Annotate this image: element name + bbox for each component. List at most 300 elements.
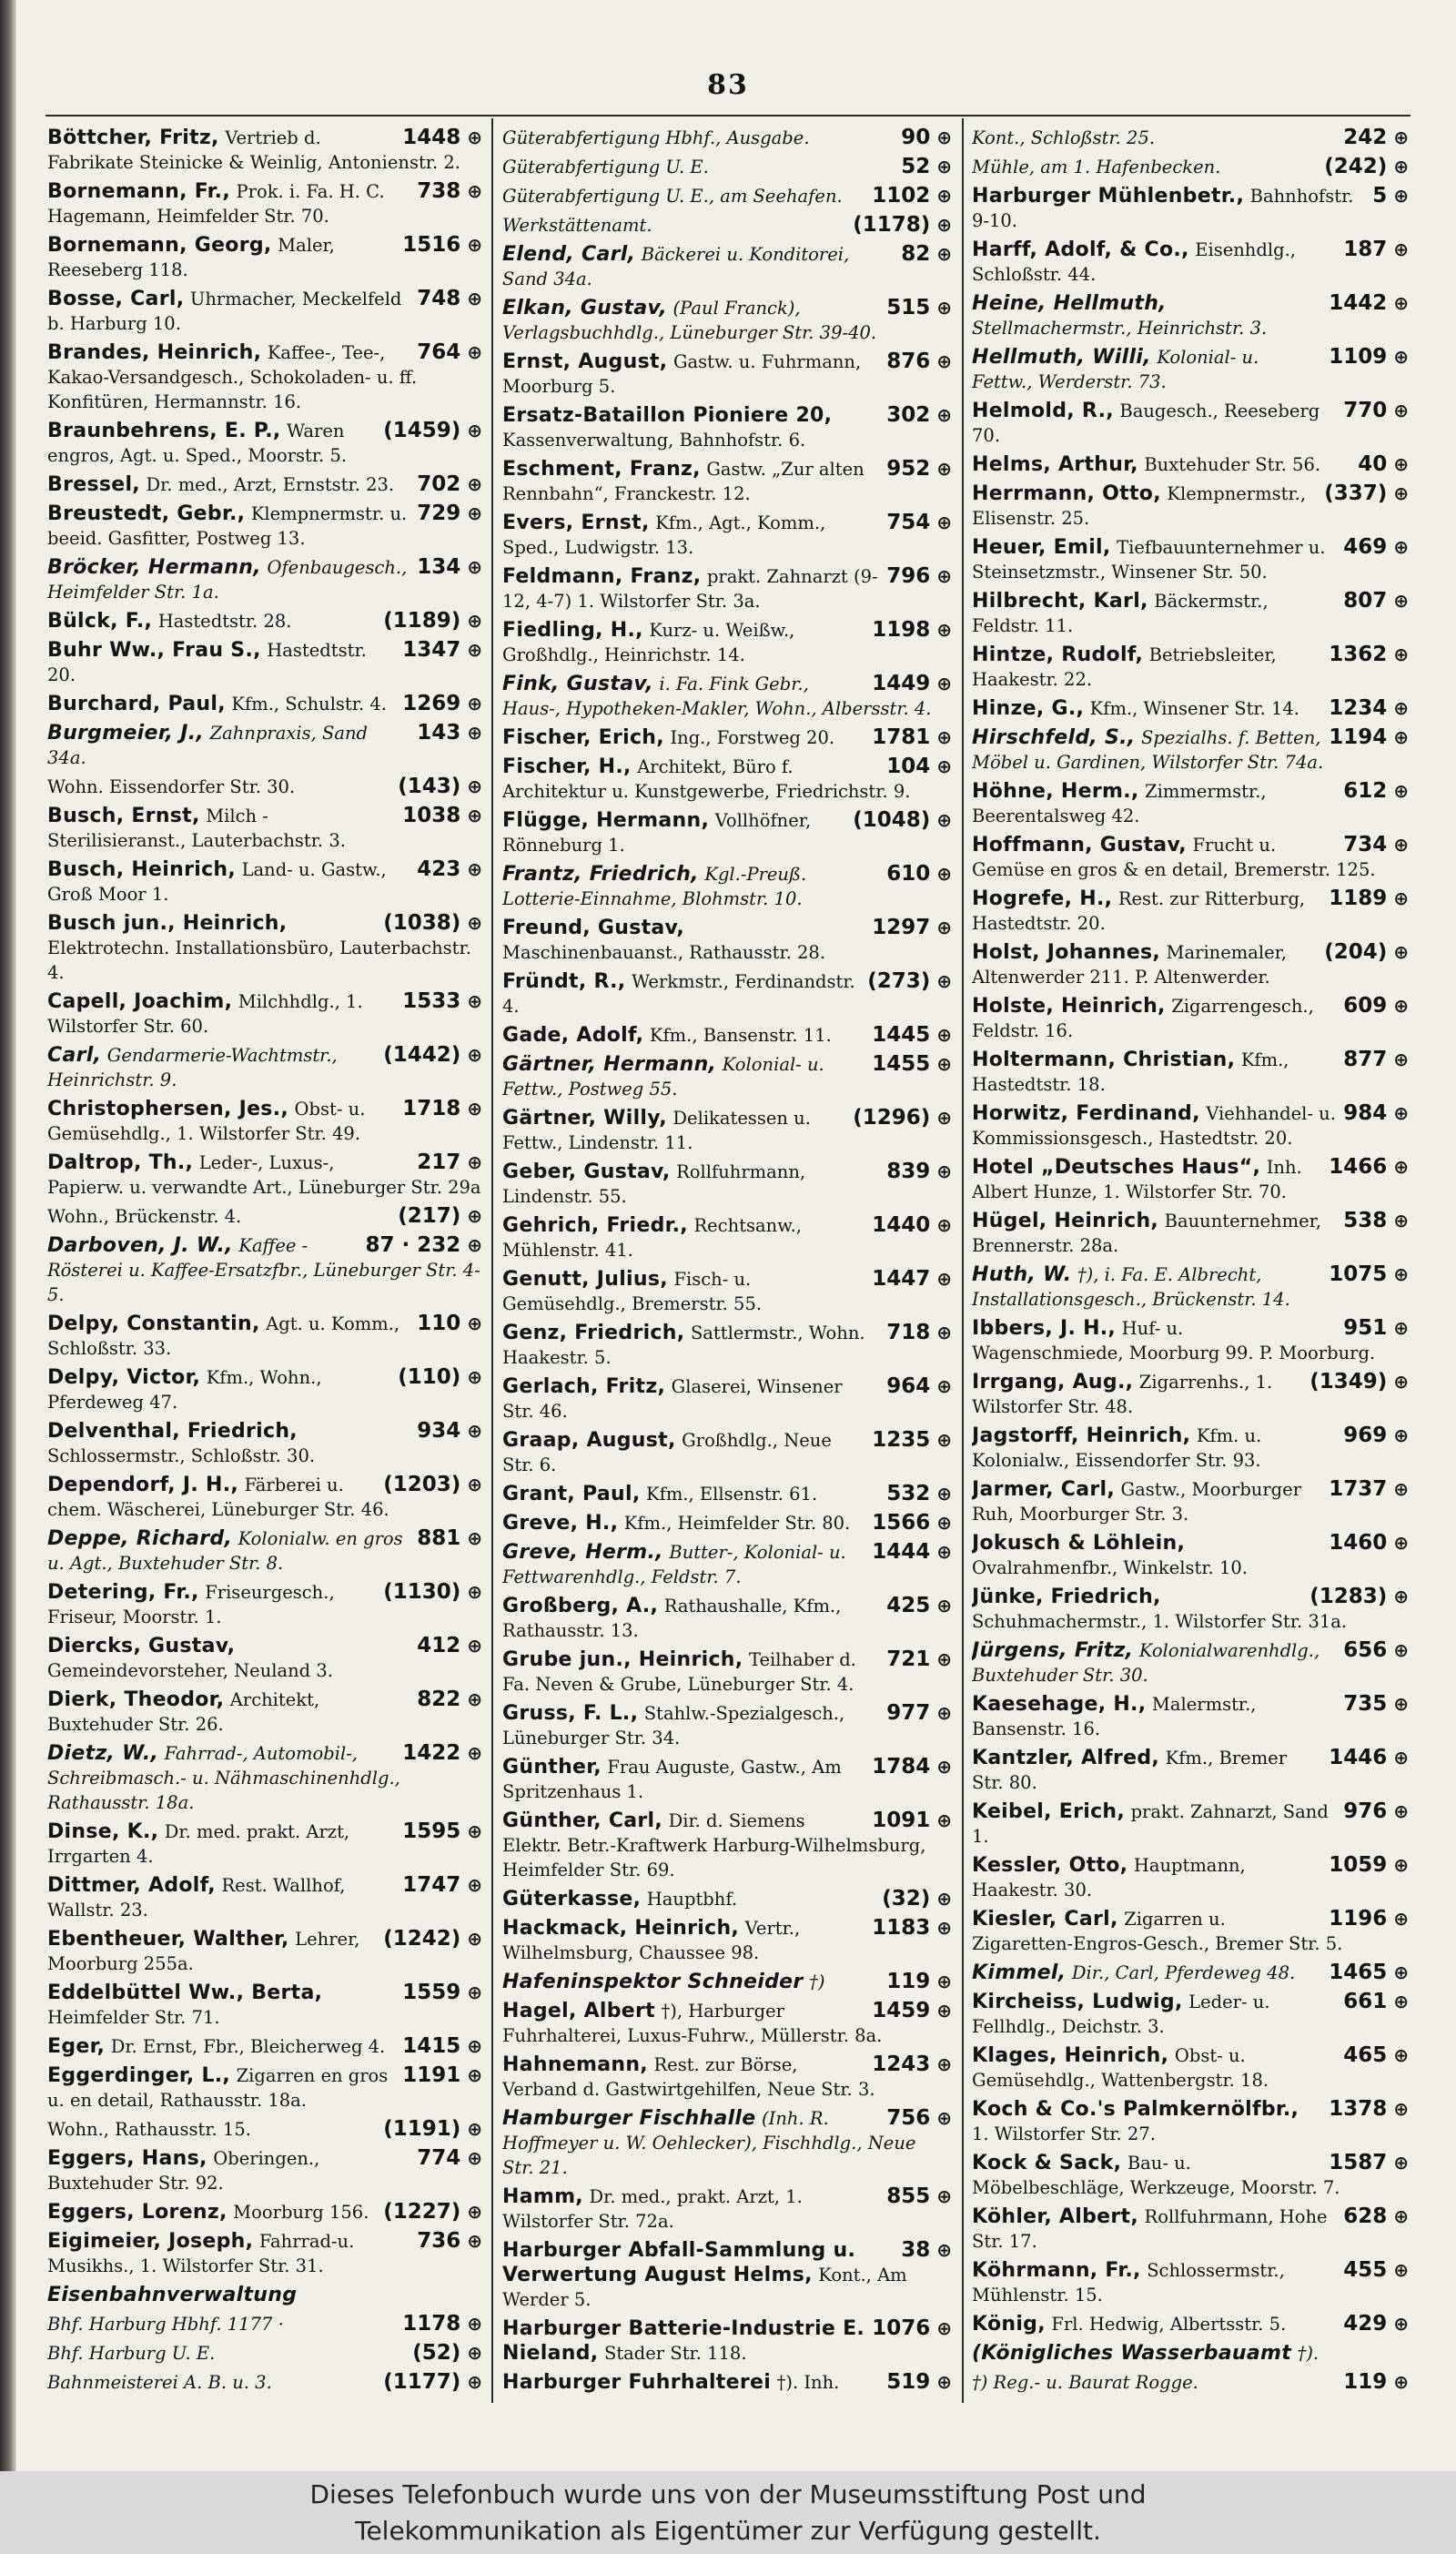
subscriber-name: Eggers, Lorenz, — [47, 2201, 228, 2224]
phone-number: 104 ⊕ — [886, 755, 952, 778]
subscriber-details: Viehhandel- u. Kommissionsgesch., Hastedtstr. 20. — [972, 1103, 1336, 1149]
subscriber-name: Fischer, Erich, — [502, 726, 664, 749]
directory-entry — [972, 1316, 1409, 1365]
subscriber-name: Köhrmann, Fr., — [972, 2259, 1141, 2282]
directory-entry — [47, 1473, 482, 1522]
subscriber-details: Zigarrengesch., Feldstr. 16. — [972, 996, 1314, 1041]
subscriber-name: Helmold, R., — [972, 400, 1114, 422]
directory-entry — [502, 2052, 952, 2102]
subscriber-details: Obst- u. Gemüsehdlg., 1. Wilstorfer Str. 49. — [47, 1099, 366, 1144]
directory-entry — [47, 2283, 482, 2307]
directory-entry — [972, 1477, 1409, 1526]
phone-number: 538 ⊕ — [1343, 1209, 1409, 1232]
directory-entry — [502, 1160, 952, 1209]
phone-number: 610 ⊕ — [886, 862, 952, 886]
directory-entry — [47, 233, 482, 282]
directory-entry — [502, 808, 952, 857]
subscriber-name: Holst, Johannes, — [972, 941, 1160, 964]
subscriber-details: Gendarmerie-Wachtmstr., Heinrichstr. 9. — [47, 1045, 338, 1090]
phone-number: 1194 ⊕ — [1329, 725, 1409, 749]
phone-number: 38 ⊕ — [901, 2238, 952, 2262]
phone-number: 1737 ⊕ — [1329, 1477, 1409, 1501]
phone-number: 881 ⊕ — [417, 1526, 482, 1550]
subscriber-details: Delikatessen u. Fettw., Lindenstr. 11. — [502, 1108, 811, 1153]
phone-number: (1130) ⊕ — [383, 1580, 482, 1604]
phone-number: 839 ⊕ — [886, 1160, 952, 1183]
directory-entry — [972, 1746, 1409, 1795]
directory-entry — [972, 1424, 1409, 1473]
phone-number: 738 ⊕ — [417, 179, 482, 203]
phone-number: 1059 ⊕ — [1329, 1853, 1409, 1877]
subscriber-name: Kircheiss, Ludwig, — [972, 1991, 1183, 2013]
subscriber-name: Kimmel, — [972, 1961, 1067, 1984]
subscriber-name: Ebentheuer, Walther, — [47, 1928, 289, 1951]
subscriber-details: Güterabfertigung Hbhf., Ausgabe. — [502, 127, 810, 148]
phone-number: 1587 ⊕ — [1329, 2151, 1409, 2174]
subscriber-name: Gerlach, Fritz, — [502, 1375, 666, 1398]
phone-number: 1102 ⊕ — [872, 184, 952, 208]
phone-number: (1227) ⊕ — [383, 2200, 482, 2224]
phone-number: 1347 ⊕ — [402, 638, 482, 662]
subscriber-name: Jarmer, Carl, — [972, 1478, 1115, 1501]
subscriber-name: Flügge, Hermann, — [502, 809, 710, 832]
subscriber-details: Wohn., Brückenstr. 4. — [47, 1206, 242, 1227]
subscriber-name: Grant, Paul, — [502, 1483, 641, 1505]
phone-number: 721 ⊕ — [886, 1647, 952, 1671]
subscriber-details: Bahnmeisterei A. B. u. 3. — [47, 2372, 272, 2393]
subscriber-details: Wohn., Rathausstr. 15. — [47, 2119, 251, 2140]
subscriber-details: Teilhaber d. Fa. Neven & Grube, Lüneburger Str. 4. — [502, 1649, 856, 1695]
phone-number: 796 ⊕ — [886, 564, 952, 588]
phone-number: 1442 ⊕ — [1329, 291, 1409, 315]
phone-number: (1177) ⊕ — [383, 2370, 482, 2394]
subscriber-details: Dr. med., prakt. Arzt, 1. Wilstorfer Str. 72a. — [502, 2186, 803, 2232]
subscriber-name: Delpy, Victor, — [47, 1366, 201, 1389]
directory-entry — [502, 2238, 952, 2312]
subscriber-name: Eggers, Hans, — [47, 2147, 207, 2170]
directory-entry — [972, 1799, 1409, 1849]
phone-number: 1466 ⊕ — [1329, 1155, 1409, 1179]
subscriber-name: Heine, Hellmuth, — [972, 292, 1167, 315]
phone-number: 1440 ⊕ — [872, 1213, 952, 1237]
subscriber-details: Fisch- u. Gemüsehdlg., Bremerstr. 55. — [502, 1269, 763, 1314]
phone-number: 82 ⊕ — [901, 242, 952, 266]
directory-entry — [47, 1634, 482, 1683]
phone-number: 1444 ⊕ — [872, 1540, 952, 1564]
phone-number: 1178 ⊕ — [402, 2312, 482, 2336]
directory-entry — [502, 1755, 952, 1804]
phone-number: 609 ⊕ — [1343, 994, 1409, 1018]
phone-number: 1191 ⊕ — [402, 2063, 482, 2087]
subscriber-name: Bressel, — [47, 473, 140, 496]
directory-entry — [972, 155, 1409, 179]
directory-entry — [502, 126, 952, 150]
directory-column-1 — [47, 126, 482, 2397]
directory-entry — [502, 1267, 952, 1316]
phone-number: 469 ⊕ — [1343, 535, 1409, 559]
subscriber-details: (Inh. R. Hoffmeyer u. W. Oehlecker), Fischhdlg., Neue Str. 21. — [502, 2108, 916, 2178]
directory-entry — [972, 452, 1409, 477]
phone-number: 1533 ⊕ — [402, 989, 482, 1013]
subscriber-details: Kurz- u. Weißw., Großhdlg., Heinrichstr. 14. — [502, 620, 795, 665]
directory-entry — [502, 1970, 952, 1994]
subscriber-details: Färberei u. chem. Wäscherei, Lüneburger Str. 46. — [47, 1475, 389, 1520]
subscriber-details: Gastw. u. Fuhrmann, Moorburg 5. — [502, 351, 862, 397]
subscriber-details: Hauptmann, Haakestr. 30. — [972, 1855, 1246, 1900]
subscriber-name: Dierk, Theodor, — [47, 1688, 225, 1711]
subscriber-details: Eisenhdlg., Schloßstr. 44. — [972, 239, 1296, 285]
subscriber-details: Bäckerei u. Konditorei, Sand 34a. — [502, 244, 850, 289]
directory-entry — [47, 609, 482, 633]
subscriber-details: Stader Str. 118. — [603, 2343, 747, 2364]
phone-number: 734 ⊕ — [1343, 833, 1409, 856]
phone-number: 969 ⊕ — [1343, 1424, 1409, 1447]
directory-entry — [972, 2043, 1409, 2093]
subscriber-name: Burgmeier, J., — [47, 722, 205, 745]
phone-number: 1449 ⊕ — [872, 672, 952, 695]
phone-number: 855 ⊕ — [886, 2184, 952, 2208]
subscriber-name: Hamm, — [502, 2185, 583, 2208]
subscriber-details: Werkmstr., Ferdinandstr. 4. — [502, 971, 855, 1017]
subscriber-name: Fiedling, H., — [502, 619, 643, 642]
subscriber-details: i. Fa. Fink Gebr., Haus-, Hypotheken-Makler, Wohn., Albersstr. 4. — [502, 674, 932, 719]
subscriber-name: Hintze, Rudolf, — [972, 644, 1144, 666]
subscriber-name: Eigimeier, Joseph, — [47, 2230, 254, 2253]
subscriber-name: Holste, Heinrich, — [972, 995, 1166, 1018]
phone-number: 718 ⊕ — [886, 1321, 952, 1344]
phone-number: 934 ⊕ — [417, 1419, 482, 1443]
phone-number: 1459 ⊕ — [872, 1999, 952, 2022]
phone-number: (1442) ⊕ — [383, 1043, 482, 1067]
directory-entry — [47, 911, 482, 985]
phone-number: 1422 ⊕ — [402, 1741, 482, 1765]
subscriber-name: Jünke, Friedrich, — [972, 1586, 1161, 1608]
directory-entry — [47, 1233, 482, 1307]
subscriber-details: Kfm., Bansenstr. 11. — [649, 1025, 832, 1046]
subscriber-name: (Königliches Wasserbauamt — [972, 2342, 1292, 2365]
subscriber-name: Hügel, Heinrich, — [972, 1210, 1159, 1232]
directory-entry — [47, 1526, 482, 1576]
subscriber-name: Hogrefe, H., — [972, 887, 1113, 910]
phone-number: 754 ⊕ — [886, 511, 952, 534]
phone-number: 1378 ⊕ — [1329, 2097, 1409, 2121]
phone-number: 1455 ⊕ — [872, 1052, 952, 1076]
phone-number: 952 ⊕ — [886, 457, 952, 481]
phone-number: 1447 ⊕ — [872, 1267, 952, 1291]
subscriber-details: Bäckermstr., Feldstr. 11. — [972, 591, 1269, 636]
subscriber-details: Kont., Am Werder 5. — [502, 2265, 907, 2310]
subscriber-details: Dir., Carl, Pferdeweg 48. — [1071, 1962, 1296, 1983]
phone-number: 774 ⊕ — [417, 2146, 482, 2170]
subscriber-name: Irrgang, Aug., — [972, 1371, 1134, 1394]
subscriber-details: Schlossermstr., Mühlenstr. 15. — [972, 2260, 1285, 2306]
phone-number: 1595 ⊕ — [402, 1819, 482, 1843]
subscriber-details: Zahnpraxis, Sand 34a. — [47, 723, 368, 768]
subscriber-details: Kaffee - Rösterei u. Kaffee-Ersatzfbr., Lüneburger Str. 4-5. — [47, 1235, 480, 1305]
directory-entry — [47, 2370, 482, 2395]
phone-number: (217) ⊕ — [398, 1204, 482, 1228]
subscriber-details: Kassenverwaltung, Bahnhofstr. 6. — [502, 430, 806, 451]
phone-number: 1189 ⊕ — [1329, 887, 1409, 910]
directory-entry — [47, 1873, 482, 1922]
directory-entry — [972, 994, 1409, 1043]
subscriber-details: Vertr., Wilhelmsburg, Chaussee 98. — [502, 1918, 801, 1963]
subscriber-details: Bau- u. Möbelbeschläge, Werkzeuge, Moorstr. 7. — [972, 2153, 1340, 2198]
subscriber-details: prakt. Zahnarzt, Sand 1. — [972, 1801, 1329, 1847]
directory-entry — [502, 1540, 952, 1589]
subscriber-details: Buxtehuder Str. 56. — [1144, 454, 1321, 475]
directory-entry — [972, 291, 1409, 340]
directory-entry — [502, 403, 952, 452]
phone-number: (1038) ⊕ — [383, 911, 482, 935]
subscriber-name: Höhne, Herm., — [972, 780, 1139, 803]
subscriber-name: Brandes, Heinrich, — [47, 341, 262, 364]
phone-number: 822 ⊕ — [417, 1687, 482, 1711]
subscriber-details: Kfm., Bremer Str. 80. — [972, 1748, 1288, 1793]
subscriber-details: Vollhöfner, Rönneburg 1. — [502, 810, 812, 856]
subscriber-details: Glaserei, Winsener Str. 46. — [502, 1376, 843, 1422]
phone-number: 134 ⊕ — [417, 555, 482, 579]
subscriber-name: Capell, Joachim, — [47, 990, 233, 1013]
directory-entry — [502, 2184, 952, 2234]
phone-number: 429 ⊕ — [1343, 2312, 1409, 2336]
directory-entry — [502, 1887, 952, 1911]
subscriber-name: Breustedt, Gebr., — [47, 502, 246, 525]
subscriber-details: Heimfelder Str. 71. — [47, 2007, 220, 2028]
directory-entry — [502, 1594, 952, 1643]
subscriber-name: Dependorf, J. H., — [47, 1474, 239, 1496]
subscriber-name: Ersatz-Bataillon Pioniere 20, — [502, 404, 833, 427]
subscriber-name: Elend, Carl, — [502, 243, 636, 266]
subscriber-name: Klages, Heinrich, — [972, 2044, 1169, 2067]
directory-entry — [972, 1692, 1409, 1741]
directory-entry — [502, 213, 952, 238]
phone-number: 455 ⊕ — [1343, 2258, 1409, 2282]
directory-entry — [502, 969, 952, 1019]
phone-number: 1076 ⊕ — [872, 2316, 952, 2340]
phone-number: (1349) ⊕ — [1309, 1370, 1409, 1394]
subscriber-name: Jagstorff, Heinrich, — [972, 1424, 1191, 1447]
subscriber-details: Bhf. Harburg Hbhf. 1177 · — [47, 2314, 284, 2335]
phone-number: (1191) ⊕ — [383, 2117, 482, 2141]
subscriber-name: Holtermann, Christian, — [972, 1049, 1236, 1071]
directory-entry — [47, 1580, 482, 1629]
directory-entry — [47, 2341, 482, 2366]
phone-number: (337) ⊕ — [1324, 481, 1409, 505]
phone-number: 90 ⊕ — [901, 126, 952, 149]
subscriber-details: Friseurgesch., Friseur, Moorstr. 1. — [47, 1582, 335, 1627]
directory-entry — [972, 2204, 1409, 2254]
subscriber-name: Ernst, August, — [502, 350, 668, 373]
directory-entry — [972, 589, 1409, 638]
phone-number: (204) ⊕ — [1324, 940, 1409, 964]
subscriber-name: Evers, Ernst, — [502, 512, 650, 534]
directory-entry — [972, 345, 1409, 394]
subscriber-name: Kock & Sack, — [972, 2152, 1122, 2174]
directory-entry — [47, 1097, 482, 1146]
subscriber-name: Koch & Co.'s Palmkernölfbr., — [972, 2098, 1299, 2121]
directory-entry — [502, 1428, 952, 1477]
phone-number: 110 ⊕ — [417, 1312, 482, 1335]
directory-entry — [972, 1853, 1409, 1902]
phone-number: 1243 ⊕ — [872, 2052, 952, 2076]
directory-entry — [47, 775, 482, 799]
subscriber-details: Kolonial- u. Fettw., Postweg 55. — [502, 1054, 824, 1100]
directory-entry — [972, 696, 1409, 721]
subscriber-name: Eddelbüttel Ww., Berta, — [47, 1981, 323, 2004]
directory-entry — [972, 1155, 1409, 1204]
directory-entry — [972, 184, 1409, 233]
phone-number: 1269 ⊕ — [402, 692, 482, 715]
directory-entry — [47, 989, 482, 1039]
subscriber-details: Maler, Reeseberg 118. — [47, 235, 335, 280]
subscriber-name: Keibel, Erich, — [972, 1800, 1126, 1823]
directory-column-2 — [502, 126, 952, 2397]
subscriber-details: Sattlermstr., Wohn. Haakestr. 5. — [502, 1323, 865, 1368]
footer-line-1: Dieses Telefonbuch wurde uns von der Museumsstiftung Post und — [309, 2479, 1147, 2509]
directory-entry — [47, 1204, 482, 1229]
subscriber-details: Leder- u. Fellhdlg., Deichstr. 3. — [972, 1992, 1270, 2037]
subscriber-details: †). — [1297, 2343, 1320, 2364]
subscriber-details: Oberingen., Buxtehuder Str. 92. — [47, 2148, 320, 2194]
directory-entry — [47, 721, 482, 770]
subscriber-name: Gruss, F. L., — [502, 1702, 639, 1725]
phone-number: 1566 ⊕ — [872, 1511, 952, 1535]
subscriber-details: Rest. zur Ritterburg, Hastedtstr. 20. — [972, 888, 1306, 934]
phone-number: 1460 ⊕ — [1329, 1531, 1409, 1555]
phone-number: 756 ⊕ — [886, 2106, 952, 2130]
subscriber-details: Bauunternehmer, Brennerstr. 28a. — [972, 1211, 1322, 1256]
phone-number: 1559 ⊕ — [402, 1981, 482, 2004]
subscriber-name: Busch, Ernst, — [47, 805, 200, 827]
subscriber-details: Gastw. „Zur alten Rennbahn“, Franckestr. 12. — [502, 459, 864, 504]
phone-number: 1415 ⊕ — [402, 2034, 482, 2058]
subscriber-details: Land- u. Gastw., Groß Moor 1. — [47, 859, 387, 905]
phone-number: 1448 ⊕ — [402, 126, 482, 149]
subscriber-name: Hilbrecht, Karl, — [972, 590, 1148, 613]
directory-entry — [502, 1213, 952, 1262]
phone-number: 702 ⊕ — [417, 472, 482, 496]
subscriber-details: Ing., Forstweg 20. — [670, 727, 835, 748]
directory-entry — [972, 1048, 1409, 1097]
phone-number: 217 ⊕ — [417, 1150, 482, 1174]
subscriber-name: Bornemann, Georg, — [47, 234, 272, 257]
phone-number: 412 ⊕ — [417, 1634, 482, 1657]
subscriber-name: Jürgens, Fritz, — [972, 1639, 1134, 1662]
subscriber-details: Kfm., Wohn., Pferdeweg 47. — [47, 1367, 322, 1413]
directory-entry — [972, 1370, 1409, 1419]
subscriber-details: Kgl.-Preuß. Lotterie-Einnahme, Blohmstr. 10. — [502, 864, 807, 909]
phone-number: 984 ⊕ — [1343, 1101, 1409, 1125]
directory-entry — [502, 1023, 952, 1048]
subscriber-details: Hastedtstr. 20. — [47, 640, 367, 685]
directory-entry — [502, 1052, 952, 1101]
page-number: 83 — [707, 69, 749, 101]
phone-number: 1075 ⊕ — [1329, 1262, 1409, 1286]
directory-entry — [972, 1907, 1409, 1956]
subscriber-details: Agt. u. Komm., Schloßstr. 33. — [47, 1313, 400, 1359]
subscriber-details: Betriebsleiter, Haakestr. 22. — [972, 644, 1277, 690]
subscriber-name: Günther, — [502, 1756, 602, 1779]
phone-number: 187 ⊕ — [1343, 238, 1409, 261]
directory-entry — [47, 1365, 482, 1414]
subscriber-details: Güterabfertigung U. E., am Seehafen. — [502, 186, 843, 207]
directory-entry — [972, 887, 1409, 936]
subscriber-details: Hauptbhf. — [646, 1889, 738, 1910]
phone-number: (143) ⊕ — [398, 775, 482, 798]
subscriber-name: Günther, Carl, — [502, 1809, 663, 1832]
subscriber-details: Frucht u. Gemüse en gros & en detail, Bremerstr. 125. — [972, 835, 1376, 880]
phone-number: (1189) ⊕ — [383, 609, 482, 633]
directory-entry — [972, 1101, 1409, 1150]
subscriber-details: Rathaushalle, Kfm., Rathausstr. 13. — [502, 1596, 842, 1641]
phone-number: 977 ⊕ — [886, 1701, 952, 1725]
directory-entry — [47, 179, 482, 228]
subscriber-name: Hahnemann, — [502, 2053, 648, 2076]
column-divider-1 — [491, 118, 493, 2403]
subscriber-details: Huf- u. Wagenschmiede, Moorburg 99. P. Moorburg. — [972, 1318, 1376, 1363]
subscriber-name: Heuer, Emil, — [972, 536, 1111, 559]
directory-entry — [47, 638, 482, 687]
subscriber-name: Delventhal, Friedrich, — [47, 1420, 298, 1443]
directory-entry — [47, 126, 482, 175]
subscriber-details: †), Harburger Fuhrhalterei, Luxus-Fuhrw., Müllerstr. 8a. — [502, 2001, 883, 2046]
subscriber-name: Greve, Herm., — [502, 1541, 663, 1564]
subscriber-details: prakt. Zahnarzt (9-12, 4-7) 1. Wilstorfer Str. 3a. — [502, 566, 878, 612]
subscriber-name: Harburger Mühlenbetr., — [972, 185, 1245, 208]
subscriber-details: Kfm., Schulstr. 4. — [231, 694, 387, 715]
directory-entry — [502, 242, 952, 291]
directory-entry — [972, 2312, 1409, 2336]
directory-entry — [972, 238, 1409, 287]
subscriber-details: Zimmermstr., Beerentalsweg 42. — [972, 781, 1267, 826]
subscriber-details: Inh. Albert Hunze, 1. Wilstorfer Str. 70. — [972, 1157, 1302, 1202]
directory-entry — [972, 1209, 1409, 1258]
phone-number: 1196 ⊕ — [1329, 1907, 1409, 1931]
subscriber-details: Bhf. Harburg U. E. — [47, 2343, 216, 2364]
subscriber-details: Moorburg 156. — [233, 2202, 369, 2223]
subscriber-name: Harburger Abfall-Sammlung u. Verwertung August Helms, — [502, 2239, 856, 2286]
subscriber-details: Architekt, Buxtehuder Str. 26. — [47, 1689, 320, 1735]
phone-number: 519 ⊕ — [886, 2370, 952, 2394]
phone-number: 1038 ⊕ — [402, 804, 482, 827]
phone-number: (32) ⊕ — [882, 1887, 952, 1910]
subscriber-name: Herrmann, Otto, — [972, 482, 1161, 505]
directory-entry — [47, 555, 482, 604]
phone-number: (1242) ⊕ — [383, 1927, 482, 1951]
subscriber-name: Bülck, F., — [47, 610, 153, 633]
directory-entry — [972, 481, 1409, 531]
subscriber-name: Gehrich, Friedr., — [502, 1214, 688, 1237]
subscriber-name: Busch, Heinrich, — [47, 858, 237, 881]
directory-entry — [502, 1482, 952, 1506]
subscriber-details: †), i. Fa. E. Albrecht, Installationsgesch., Brückenstr. 14. — [972, 1264, 1290, 1310]
phone-number: 242 ⊕ — [1343, 126, 1409, 149]
subscriber-details: Zigarren en gros u. en detail, Rathausstr. 18a. — [47, 2065, 389, 2111]
subscriber-name: Eisenbahnverwaltung — [47, 2284, 298, 2306]
directory-entry — [47, 804, 482, 853]
directory-entry — [502, 755, 952, 804]
directory-entry — [972, 2258, 1409, 2307]
directory-entry — [47, 1419, 482, 1468]
subscriber-details: Elektrotechn. Installationsbüro, Lauterbachstr. 4. — [47, 937, 471, 983]
subscriber-details: Butter-, Kolonial- u. Fettwarenhdlg., Feldstr. 7. — [502, 1542, 846, 1587]
phone-number: 612 ⊕ — [1343, 779, 1409, 803]
directory-entry — [972, 1262, 1409, 1312]
subscriber-name: Kessler, Otto, — [972, 1854, 1128, 1877]
subscriber-details: †). Inh. — [776, 2372, 840, 2393]
phone-number: 976 ⊕ — [1343, 1799, 1409, 1823]
